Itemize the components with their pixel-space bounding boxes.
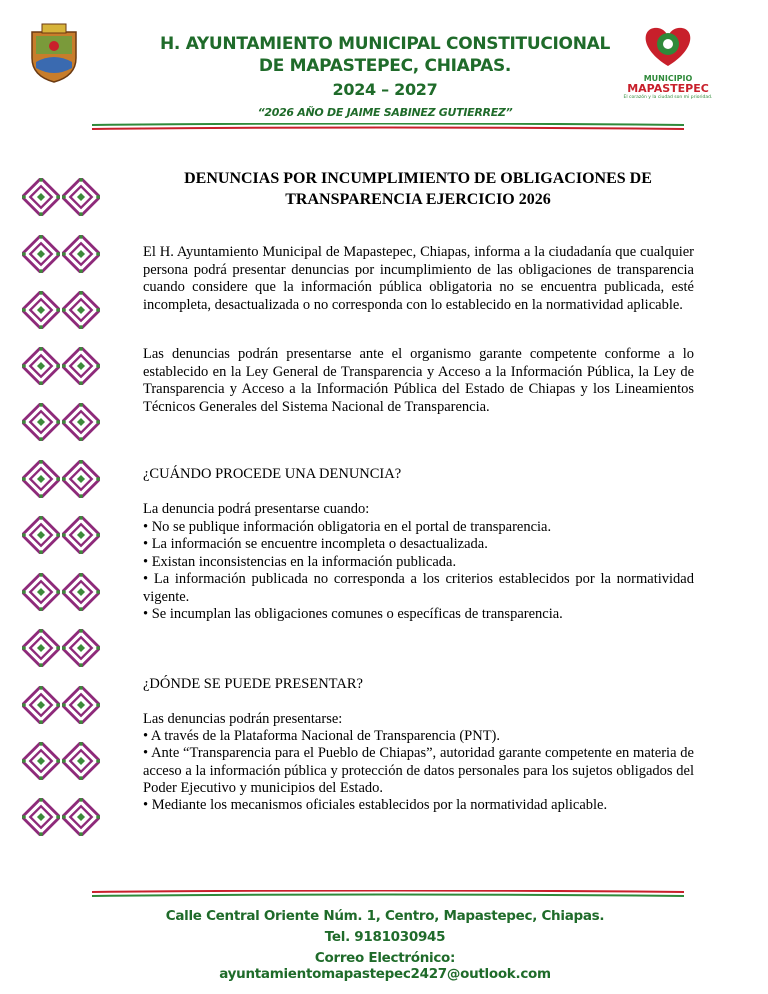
motif-icon [62,291,100,329]
logo-municipio-label: MUNICIPIO [643,74,693,83]
motif-icon [62,178,100,216]
document-title-line2: TRANSPARENCIA EJERCICIO 2026 [285,191,551,208]
section2-heading: ¿DÓNDE SE PUEDE PRESENTAR? [143,676,363,692]
logo-name: MAPASTEPEC [627,82,709,95]
motif-icon [62,686,100,724]
motif-icon [62,235,100,273]
section2-lead: Las denuncias podrán presentarse: [143,711,343,727]
motif-icon [62,403,100,441]
motif-icon [62,629,100,667]
header-title-line1: H. AYUNTAMIENTO MUNICIPAL CONSTITUCIONAL [159,34,611,54]
motif-icon [22,347,60,385]
motif-icon [22,686,60,724]
section1-item: • La información se encuentre incompleta o desactualizada. [143,536,488,552]
motif-icon [62,460,100,498]
footer-address: Calle Central Oriente Núm. 1, Centro, Mapastepec, Chiapas. [165,908,605,924]
footer-phone: Tel. 9181030945 [324,929,446,945]
motif-icon [22,516,60,554]
section2-item: • A través de la Plataforma Nacional de Transparencia (PNT). [143,728,500,744]
municipio-logo [618,20,718,100]
motif-icon [22,291,60,329]
motif-icon [62,573,100,611]
header-motto: “2026 AÑO DE JAIME SABINEZ GUTIERREZ” [257,106,513,119]
motif-icon [22,629,60,667]
footer-email: Correo Electrónico: ayuntamientomapastepec2427@outlook.com [219,950,551,982]
section1-item: • Se incumplan las obligaciones comunes o específicas de transparencia. [143,606,563,622]
motif-icon [22,178,60,216]
header-term: 2024 – 2027 [332,80,438,99]
document-title-line1: DENUNCIAS POR INCUMPLIMIENTO DE OBLIGACIONES DE [184,170,652,187]
motif-icon [22,460,60,498]
legal-paragraph: Las denuncias podrán presentarse ante el organismo garante competente conforme a lo establecido en la Ley General de Transparencia y Acceso a la Información Pública, la Ley de Transparencia y Acceso a la Información Pública del Estado de Chiapas y los Lineamientos Técnicos Generales del Sistema Nacional de Transparencia. [143,346,694,415]
motif-icon [22,742,60,780]
section1-item: • La información publicada no corresponda a los criterios establecidos por la normatividad vigente. [143,571,694,605]
motif-icon [22,235,60,273]
motif-icon [22,798,60,836]
section1-heading: ¿CUÁNDO PROCEDE UNA DENUNCIA? [143,466,402,482]
section2-item: • Mediante los mecanismos oficiales establecidos por la normatividad aplicable. [143,797,608,813]
motif-icon [62,742,100,780]
section1-lead: La denuncia podrá presentarse cuando: [143,501,370,517]
heart-icon [618,20,718,70]
motif-icon [62,798,100,836]
coat-of-arms-logo [24,22,84,84]
footer-divider [92,890,684,898]
header-divider [92,123,684,131]
section1-item: • Existan inconsistencias en la información publicada. [143,554,457,570]
logo-slogan: El corazón y la ciudad son mi prioridad. [623,95,713,100]
motif-icon [62,347,100,385]
section1-item: • No se publique información obligatoria en el portal de transparencia. [143,519,552,535]
motif-icon [62,516,100,554]
intro-paragraph: El H. Ayuntamiento Municipal de Mapastepec, Chiapas, informa a la ciudadanía que cualquier persona podrá presentar denuncias por incumplimiento de las obligaciones de transparencia cuando considere que la información pública obligatoria no se encuentra publicada, esté incompleta, desactualizada o no corresponda con lo establecido en la normatividad aplicable. [143,244,694,313]
section2-item: • Ante “Transparencia para el Pueblo de Chiapas”, autoridad garante competente en materia de acceso a la información pública y protección de datos personales para los sujetos obligados del Poder Ejecutivo y municipios del Estado. [143,745,694,796]
motif-icon [22,403,60,441]
motif-icon [22,573,60,611]
header-title-line2: DE MAPASTEPEC, CHIAPAS. [258,56,512,76]
